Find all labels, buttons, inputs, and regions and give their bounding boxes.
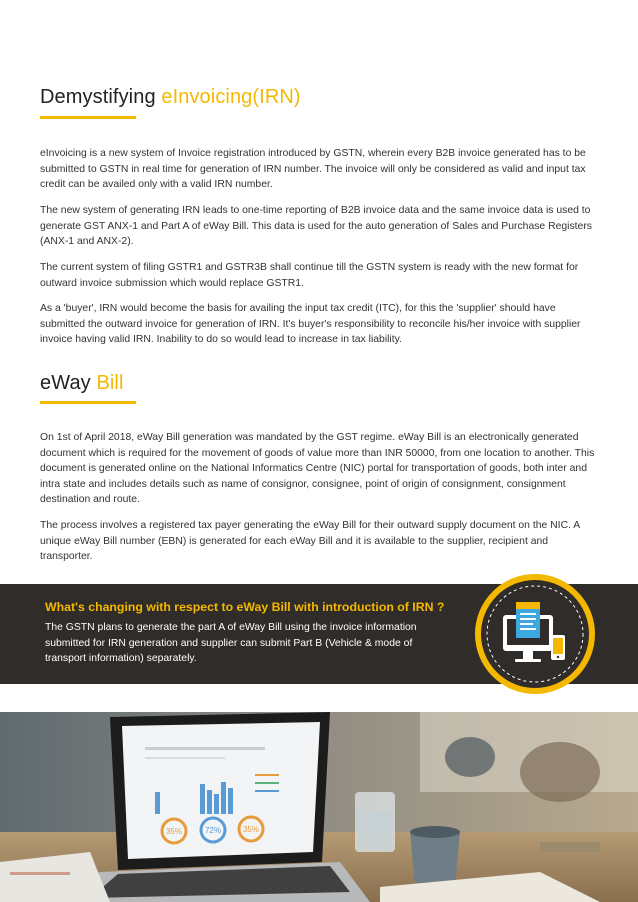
paragraph: eInvoicing is a new system of Invoice registration introduced by GSTN, wherein every B2B invoice generated has to be submitted to GSTN in real time for generation of IRN number. The invoice will only be considered as valid and input tax credit can be availed only with a valid IRN number. [40, 148, 586, 190]
donut-label: 72% [204, 826, 222, 835]
section-title-eway-bill [40, 372, 124, 395]
title-plain: Demystifying [40, 86, 162, 108]
section-title-einvoicing [40, 86, 301, 109]
laptop-desk-photo [0, 712, 638, 902]
paragraph: As a 'buyer', IRN would become the basis for availing the input tax credit (ITC), for this the 'supplier' should have submitted the outward invoice for generation of IRN. It's buyer's responsibility to reconcile his/her invoice with supplier invoice having valid IRN. Inability to do so would lead to increase in tax liability. [40, 303, 581, 345]
paragraph: The process involves a registered tax payer generating the eWay Bill for their outward supply document on the NIC. A unique eWay Bill number (EBN) is generated for each eWay Bill and it is available to the supplier, recipient and transporter. [40, 520, 580, 562]
monitor-phone-icon [474, 573, 596, 695]
paragraph: The current system of filing GSTR1 and GSTR3B shall continue till the GSTN system is ready with the new format for outward invoice submission which would replace GSTR1. [40, 262, 579, 289]
title-plain: eWay [40, 372, 97, 394]
paragraph: The new system of generating IRN leads to one-time reporting of B2B invoice data and the same invoice data is used to generate GST ANX-1 and Part A of eWay Bill. This data is used for the auto generation of Sales and Purchase Registers (ANX-1 and ANX-2). [40, 205, 592, 247]
donut-label: 35% [165, 827, 183, 836]
title-underline [40, 401, 136, 404]
title-underline [40, 116, 136, 119]
donut-label: 35% [242, 825, 260, 834]
title-accent: eInvoicing(IRN) [161, 86, 301, 108]
callout-title: What's changing with respect to eWay Bill with introduction of IRN ? [45, 600, 445, 614]
paragraph: On 1st of April 2018, eWay Bill generation was mandated by the GST regime. eWay Bill is an electronically generated document which is required for the movement of goods of value more than INR 50000, from one location to another. This document is generated online on the National Informatics Centre (NIC) portal for transportation of goods, both inter and intra state and includes details such as name of consignor, consignee, point of origin of consignment, consignment destination and route. [40, 432, 595, 505]
title-accent: Bill [96, 372, 124, 394]
callout-text: The GSTN plans to generate the part A of eWay Bill using the invoice information submitted for IRN generation and supplier can submit Part B (Vehicle & mode of transport information) separately. [45, 622, 417, 664]
